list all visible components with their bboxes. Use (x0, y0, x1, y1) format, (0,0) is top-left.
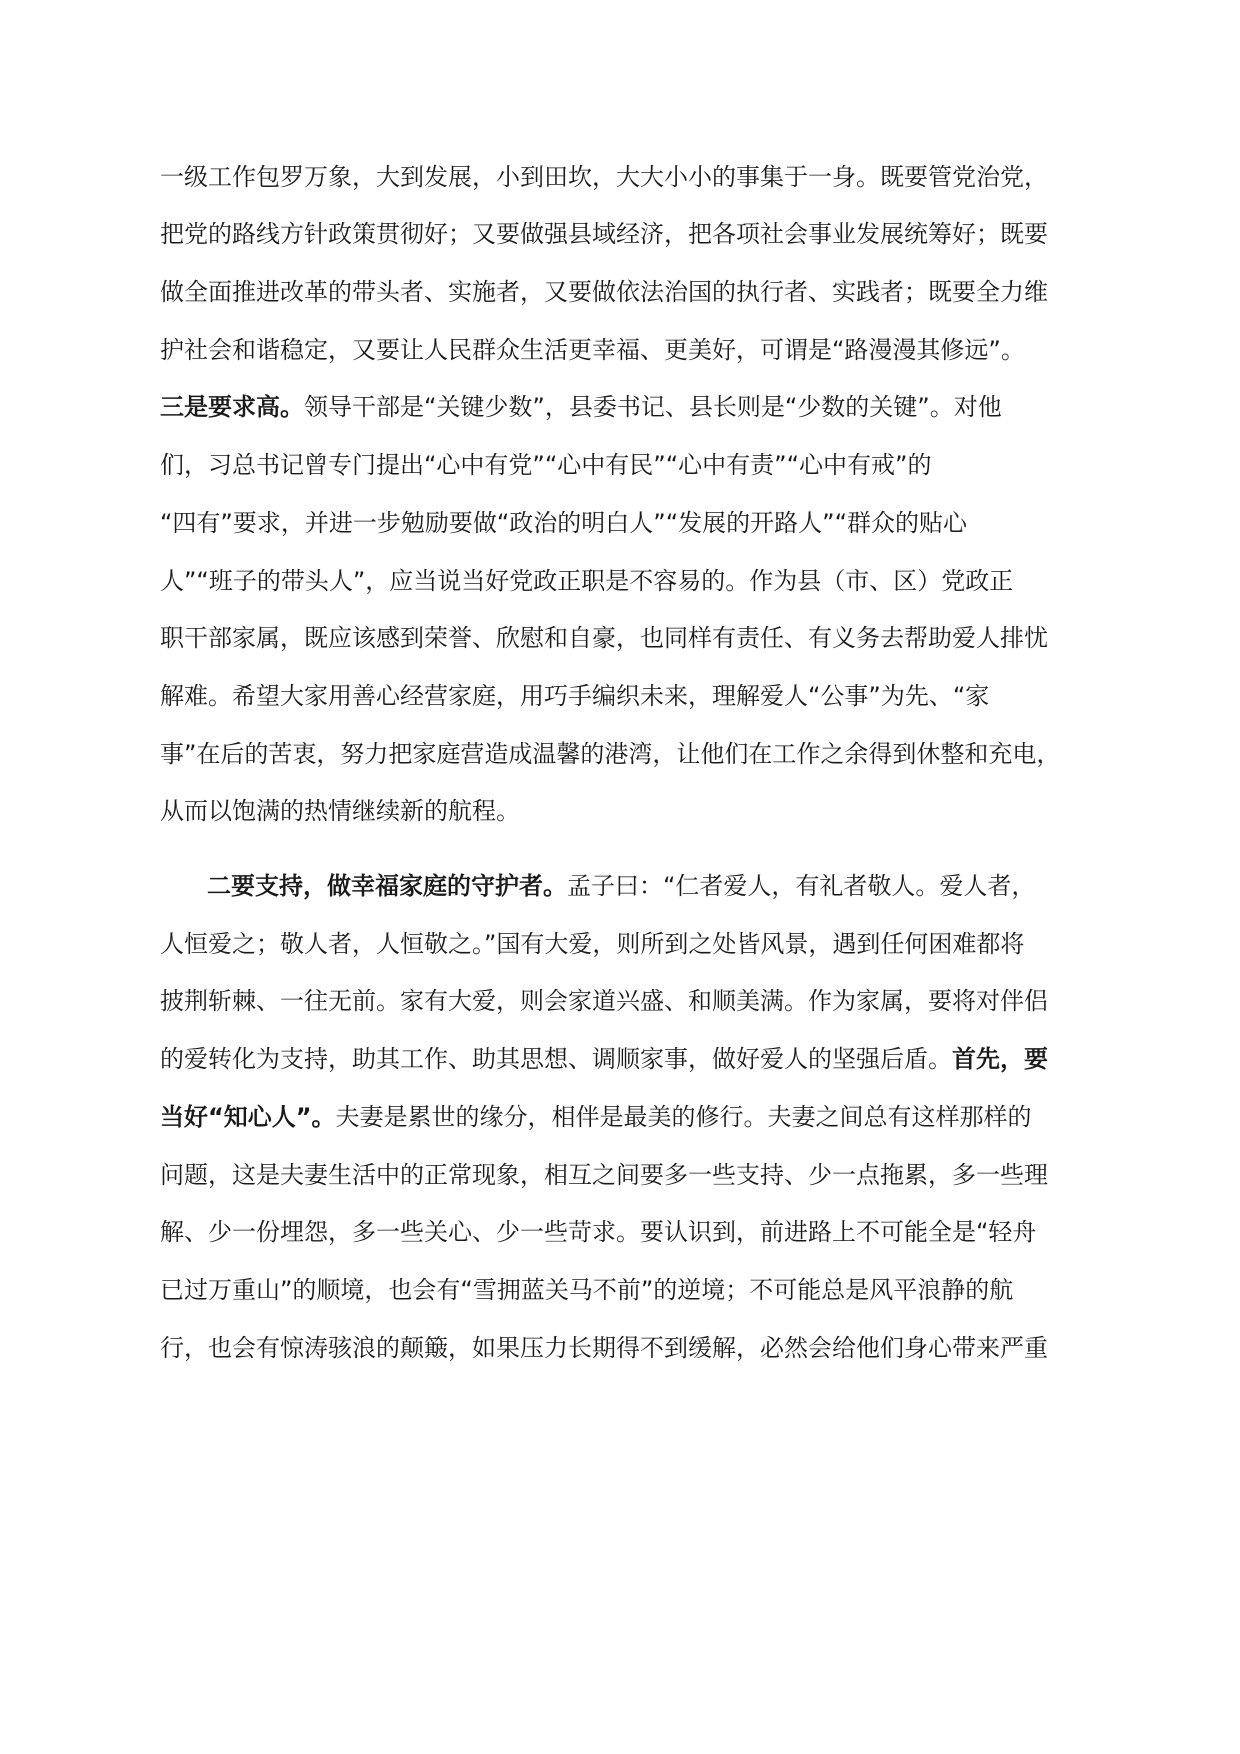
text-line (160, 445, 1120, 485)
text-run: 问题，这是夫妻生活中的正常现象，相互之间要多一些支持、少一点拖累，多一些理 (160, 1161, 1048, 1189)
text-run: 从而以饱满的热情继续新的航程。 (160, 797, 520, 825)
bold-heading-run: 首先，要 (952, 1045, 1048, 1073)
text-line (160, 1212, 1120, 1252)
text-run: 人”“班子的带头人”，应当说当好党政正职是不容易的。作为县（市、区）党政正 (160, 567, 1014, 595)
text-line (160, 1328, 1120, 1368)
text-run: 领导干部是“关键少数”，县委书记、县长则是“少数的关键”。对他 (304, 393, 1002, 421)
text-line (160, 561, 1120, 601)
bold-heading-run: 二要支持，做幸福家庭的守护者。 (207, 872, 567, 900)
text-line (207, 866, 1120, 906)
text-line (160, 387, 1120, 427)
text-line (160, 618, 1120, 658)
text-run: 孟子曰：“仁者爱人，有礼者敬人。爱人者， (567, 872, 1036, 900)
text-line (160, 924, 1120, 964)
text-run: “四有”要求，并进一步勉励要做“政治的明白人”“发展的开路人”“群众的贴心 (160, 509, 968, 537)
text-line (160, 1155, 1120, 1195)
text-run: 解、少一份埋怨，多一些关心、少一些苛求。要认识到，前进路上不可能全是“轻舟 (160, 1218, 1037, 1246)
text-line (160, 157, 1120, 197)
text-line (160, 676, 1120, 716)
text-run: 的爱转化为支持，助其工作、助其思想、调顺家事，做好爱人的坚强后盾。 (160, 1045, 952, 1073)
text-run: 们，习总书记曾专门提出“心中有党”“心中有民”“心中有责”“心中有戒”的 (160, 451, 932, 479)
text-run: 披荆斩棘、一往无前。家有大爱，则会家道兴盛、和顺美满。作为家属，要将对伴侣 (160, 987, 1048, 1015)
text-run: 解难。希望大家用善心经营家庭，用巧手编织未来，理解爱人“公事”为先、“家 (160, 682, 990, 710)
text-line (160, 981, 1120, 1021)
text-run: 做全面推进改革的带头者、实施者，又要做依法治国的执行者、实践者；既要全力维 (160, 278, 1048, 306)
text-run: 职干部家属，既应该感到荣誉、欣慰和自豪，也同样有责任、有义务去帮助爱人排忧 (160, 624, 1048, 652)
text-line (160, 1097, 1120, 1137)
text-run: 护社会和谐稳定，又要让人民群众生活更幸福、更美好，可谓是“路漫漫其修远”。 (160, 336, 1025, 364)
text-line (160, 1270, 1120, 1310)
text-line (160, 503, 1120, 543)
text-run: 已过万重山”的顺境，也会有“雪拥蓝关马不前”的逆境；不可能总是风平浪静的航 (160, 1276, 1014, 1304)
text-run: 事”在后的苦衷，努力把家庭营造成温馨的港湾，让他们在工作之余得到休整和充电， (160, 740, 1061, 768)
text-run: 一级工作包罗万象，大到发展，小到田坎，大大小小的事集于一身。既要管党治党， (160, 163, 1048, 191)
bold-heading-run: 当好“知心人”。 (160, 1103, 336, 1131)
text-line (160, 1039, 1120, 1079)
text-line (160, 272, 1120, 312)
text-run: 行，也会有惊涛骇浪的颠簸，如果压力长期得不到缓解，必然会给他们身心带来严重 (160, 1334, 1048, 1362)
text-run: 夫妻是累世的缘分，相伴是最美的修行。夫妻之间总有这样那样的 (335, 1103, 1032, 1131)
text-run: 把党的路线方针政策贯彻好；又要做强县域经济，把各项社会事业发展统筹好；既要 (160, 220, 1048, 248)
bold-heading-run: 三是要求高。 (160, 393, 304, 421)
text-run: 人恒爱之；敬人者，人恒敬之。”国有大爱，则所到之处皆风景，遇到任何困难都将 (160, 930, 1025, 958)
text-line (160, 791, 1120, 831)
text-line (160, 214, 1120, 254)
text-line (160, 330, 1120, 370)
text-line (160, 734, 1120, 774)
